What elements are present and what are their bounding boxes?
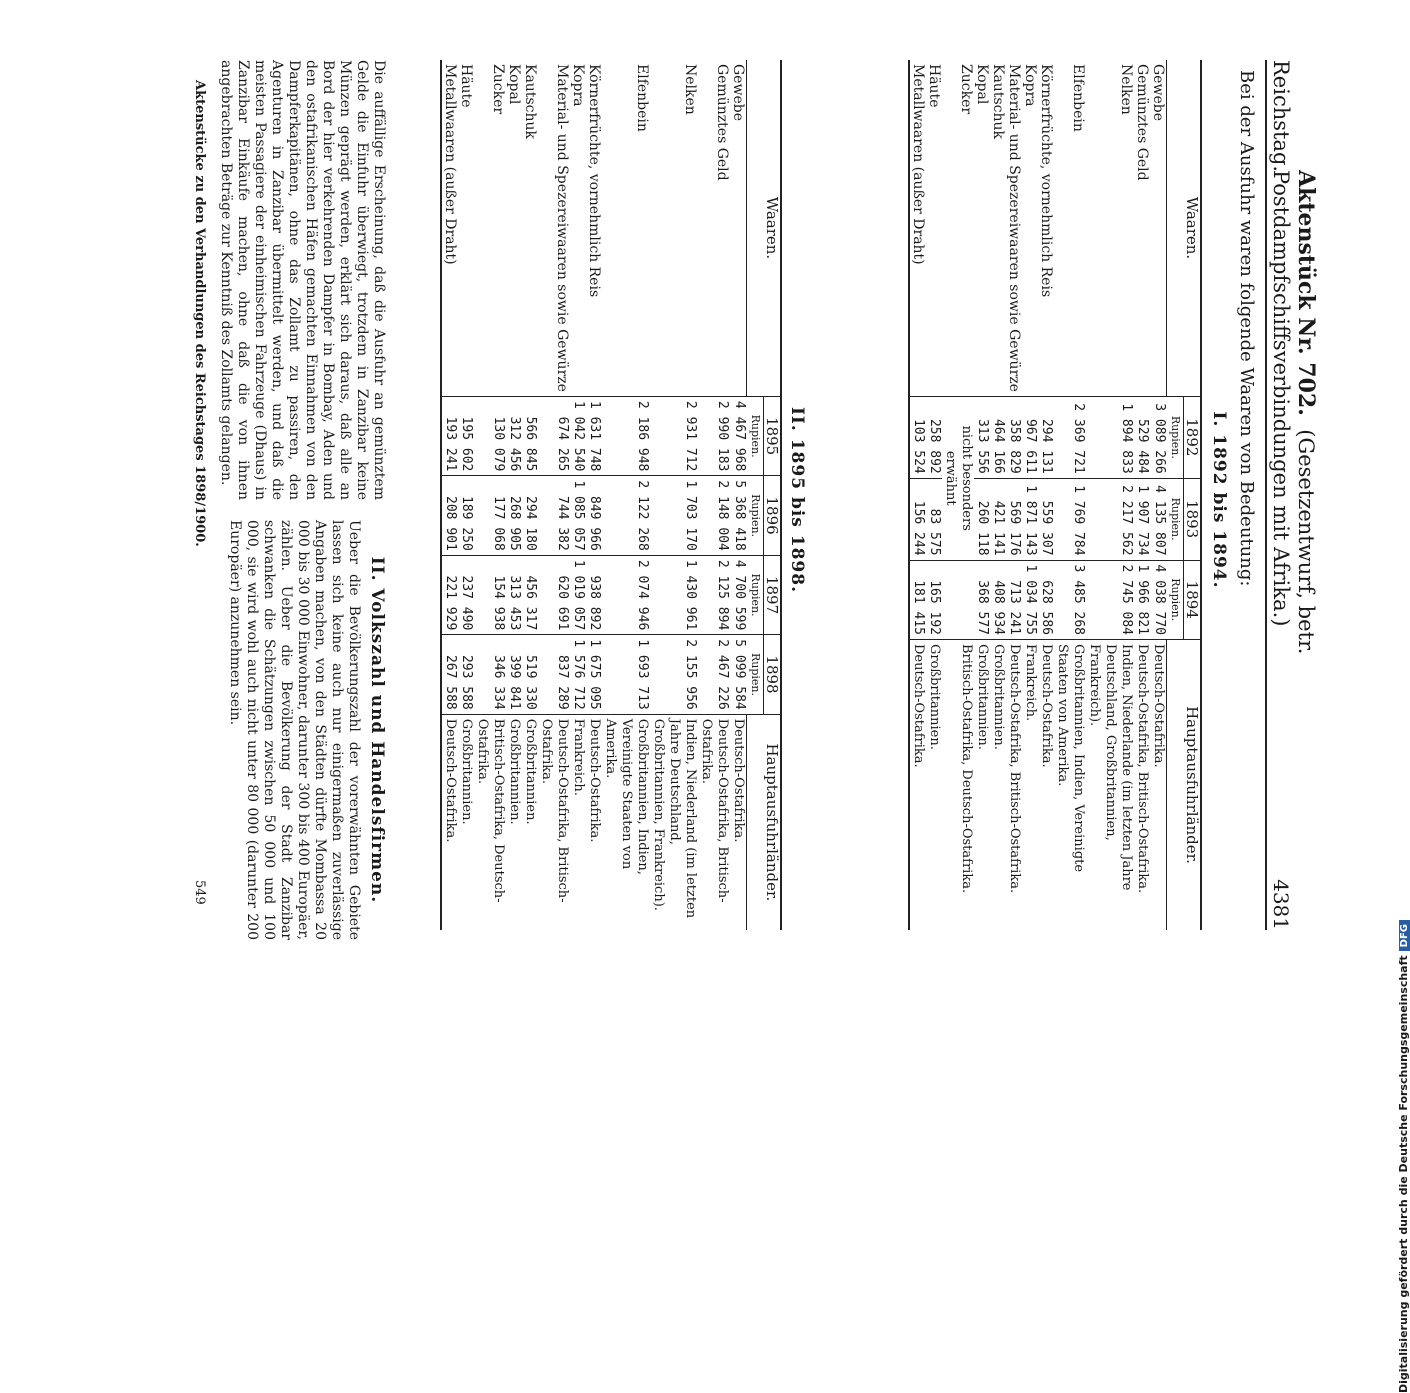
year-header: 1896 xyxy=(764,476,782,555)
value-cell: 1 703 170 xyxy=(651,476,699,555)
table-row xyxy=(975,60,991,930)
goods-cell: Häute xyxy=(926,64,943,108)
country-cell: Großbritannien. xyxy=(459,714,475,930)
value-cell: 4 700 599 xyxy=(731,555,748,634)
table-row xyxy=(1023,60,1039,930)
value-cell: 154 938 xyxy=(475,555,507,634)
goods-cell: Häute xyxy=(458,64,475,108)
value-cell: 268 905 xyxy=(507,476,523,555)
value-cell: 1 430 961 xyxy=(651,555,699,634)
header-title-prefix: Aktenstück Nr. 702. xyxy=(1293,170,1319,416)
table2-grid xyxy=(441,60,783,930)
goods-cell: Elfenbein xyxy=(634,64,651,132)
value-cell: 313 556 xyxy=(975,396,991,478)
value-cell: 519 330 xyxy=(523,635,539,714)
col-goods-header: Waaren. xyxy=(1167,60,1201,396)
unit-header: Rupien. xyxy=(747,635,764,714)
table-row xyxy=(459,60,475,930)
value-cell: 312 456 xyxy=(507,396,523,475)
value-cell: 674 265 xyxy=(539,396,571,475)
value-cell: 1 693 713 xyxy=(603,635,651,714)
country-cell: Deutsch-Ostafrika. xyxy=(1039,640,1055,931)
value-cell: 156 244 xyxy=(910,478,927,560)
table-row xyxy=(1151,60,1168,930)
country-cell: Großbritannien. xyxy=(523,714,539,930)
value-cell: 566 845 xyxy=(523,396,539,475)
value-cell: 294 180 xyxy=(523,476,539,555)
value-cell: 267 588 xyxy=(442,635,459,714)
document-page xyxy=(77,0,1397,1000)
table-row xyxy=(603,60,651,930)
value-cell: 313 453 xyxy=(507,555,523,634)
country-cell: Großbritannien. xyxy=(991,640,1007,931)
value-cell: 1 631 748 xyxy=(587,396,603,475)
goods-cell: Zucker xyxy=(958,64,975,115)
value-cell: 2 074 946 xyxy=(603,555,651,634)
value-cell: 2 931 712 xyxy=(651,396,699,475)
country-cell: Frankreich. xyxy=(571,714,587,930)
value-cell: 293 588 xyxy=(459,635,475,714)
country-cell: Deutsch-Ostafrika, Britisch-Ostafrika. xyxy=(539,714,571,930)
value-cell: 368 577 xyxy=(975,560,991,639)
value-cell: 346 334 xyxy=(475,635,507,714)
table-row xyxy=(571,60,587,930)
table-row xyxy=(523,60,539,930)
value-cell: 408 934 xyxy=(991,560,1007,639)
goods-cell: Kautschuk xyxy=(990,64,1007,139)
table-row xyxy=(539,60,571,930)
value-cell: 464 166 xyxy=(991,396,1007,478)
goods-cell: Kopra xyxy=(1022,64,1039,107)
country-cell: Großbritannien, Indien, Vereinigte Staaten von Amerika. xyxy=(603,714,651,930)
country-cell: Deutsch-Ostafrika. xyxy=(731,714,748,930)
col-countries-header: Hauptausfuhrländer. xyxy=(1167,640,1201,931)
value-cell: 294 131 xyxy=(1039,396,1055,478)
table-row xyxy=(1007,60,1023,930)
value-cell: 193 241 xyxy=(442,396,459,475)
value-cell: 2 467 226 xyxy=(699,635,731,714)
table-row xyxy=(910,60,927,930)
table1-grid xyxy=(909,60,1203,930)
goods-cell: Körnerfrüchte, vornehmlich Reis xyxy=(1038,64,1055,298)
table-row xyxy=(731,60,748,930)
country-cell: Britisch-Ostafrika, Deutsch-Ostafrika. xyxy=(943,640,975,931)
footer-left: Aktenstücke zu den Verhandlungen des Reichstages 1898/1900. xyxy=(192,80,207,547)
table-row xyxy=(943,60,975,930)
unit-header: Rupien. xyxy=(1167,478,1184,560)
value-cell: 2 125 894 xyxy=(699,555,731,634)
col-countries-header: Hauptausfuhrländer. xyxy=(747,714,781,930)
table-row xyxy=(475,60,507,930)
table-row xyxy=(442,60,459,930)
value-cell: 967 611 xyxy=(1023,396,1039,478)
country-cell: Indien, Niederlande (im letzten Jahre Deutschland, Großbritannien, Frankreich). xyxy=(1087,640,1135,931)
value-cell: 399 841 xyxy=(507,635,523,714)
value-cell: 103 524 xyxy=(910,396,927,478)
value-cell: 1 769 784 xyxy=(1055,478,1087,560)
value-cell: 744 382 xyxy=(539,476,571,555)
country-cell: Deutsch-Ostafrika. xyxy=(587,714,603,930)
goods-cell: Körnerfrüchte, vornehmlich Reis xyxy=(586,64,603,298)
table-row xyxy=(507,60,523,930)
value-cell: 628 586 xyxy=(1039,560,1055,639)
goods-cell: Kopal xyxy=(974,64,991,105)
header-left: Reichstag. xyxy=(1269,60,1293,173)
intro-text: Bei der Ausfuhr waren folgende Waaren von Bedeutung: xyxy=(1236,70,1257,587)
goods-cell: Material- und Spezereiwaaren sowie Gewürze xyxy=(1006,64,1023,392)
side-note xyxy=(1357,40,1410,1393)
table-row xyxy=(587,60,603,930)
value-cell: 529 484 xyxy=(1135,396,1151,478)
table-row xyxy=(927,60,943,930)
value-cell: 1 675 095 xyxy=(587,635,603,714)
value-cell: 4 467 968 xyxy=(731,396,748,475)
section-title-1: I. 1892 bis 1894. xyxy=(1209,411,1229,589)
value-cell: 559 307 xyxy=(1039,478,1055,560)
value-cell: 2 155 956 xyxy=(651,635,699,714)
table-row xyxy=(1135,60,1151,930)
country-cell: Großbritannien. xyxy=(507,714,523,930)
value-cell: 620 691 xyxy=(539,555,571,634)
value-cell: 569 176 xyxy=(1007,478,1023,560)
unit-header: Rupien. xyxy=(747,396,764,475)
value-cell: 237 490 xyxy=(459,555,475,634)
goods-cell: Material- und Spezereiwaaren sowie Gewürze xyxy=(554,64,571,392)
table-row xyxy=(699,60,731,930)
value-cell: 1 019 057 xyxy=(571,555,587,634)
value-cell: 189 250 xyxy=(459,476,475,555)
country-cell: Deutsch-Ostafrika, Britisch-Ostafrika. xyxy=(1007,640,1023,931)
goods-cell: Kopal xyxy=(506,64,523,105)
page-number-bottom: 549 xyxy=(192,880,207,905)
country-cell: Frankreich. xyxy=(1023,640,1039,931)
paragraph-right: Ueber die Bevölkerungszahl der vorerwähnten Gebiete lassen sich keine auch nur einigermaßen zuverlässige Angaben machen, von den Städten dürfte Mombassa 20 000 bis 30 000 Einwohner, darunter 300 bis 400 Europäer, zählen. Ueber die Bevölkerung der Stadt Zanzibar schwanken die Schätzungen zwischen 50 000 und 100 000, sie wird wohl auch nicht unter 80 000 (darunter 200 Europäer) anzunehmen sein. xyxy=(227,520,362,940)
country-cell: Deutsch-Ostafrika, Britisch-Ostafrika. xyxy=(1135,640,1151,931)
value-cell: 456 317 xyxy=(523,555,539,634)
value-cell: 837 289 xyxy=(539,635,571,714)
value-cell: 358 829 xyxy=(1007,396,1023,478)
unit-header: Rupien. xyxy=(747,555,764,634)
value-cell: 181 415 xyxy=(910,560,927,639)
unit-header: Rupien. xyxy=(1167,560,1184,639)
country-cell: Großbritannien. xyxy=(975,640,991,931)
table-row xyxy=(651,60,699,930)
value-cell: 1 871 143 xyxy=(1023,478,1039,560)
country-cell: Großbritannien, Indien, Vereinigte Staaten von Amerika. xyxy=(1055,640,1087,931)
goods-cell: Gemünztes Geld xyxy=(1134,64,1151,181)
goods-cell: Nelken xyxy=(682,64,699,115)
year-header: 1898 xyxy=(764,635,782,714)
value-cell: 1 034 755 xyxy=(1023,560,1039,639)
value-cell: 130 079 xyxy=(475,396,507,475)
goods-cell: Gewebe xyxy=(1150,64,1167,121)
country-cell: Britisch-Ostafrika, Deutsch-Ostafrika. xyxy=(475,714,507,930)
value-cell: 2 217 562 xyxy=(1087,478,1135,560)
value-cell: 2 745 084 xyxy=(1087,560,1135,639)
value-cell: 165 192 xyxy=(927,560,943,639)
value-cell: 195 602 xyxy=(459,396,475,475)
unit-header: Rupien. xyxy=(1167,396,1184,478)
table-row xyxy=(1039,60,1055,930)
value-cell: 177 068 xyxy=(475,476,507,555)
goods-cell: Elfenbein xyxy=(1070,64,1087,132)
value-cell: nicht besonders erwähnt xyxy=(943,396,975,560)
year-header: 1894 xyxy=(1184,560,1202,639)
value-cell: 421 141 xyxy=(991,478,1007,560)
goods-cell: Kautschuk xyxy=(522,64,539,139)
value-cell: 2 122 268 xyxy=(603,476,651,555)
value-cell: 5 099 584 xyxy=(731,635,748,714)
value-cell: 1 576 712 xyxy=(571,635,587,714)
value-cell: 2 990 183 xyxy=(699,396,731,475)
col-goods-header: Waaren. xyxy=(747,60,781,396)
value-cell: 4 038 770 xyxy=(1151,560,1168,639)
value-cell xyxy=(943,560,975,639)
goods-cell: Metallwaaren (außer Draht) xyxy=(910,64,927,265)
side-note-text xyxy=(1397,920,1410,1393)
country-cell: Indien, Niederland (im letzten Jahre Deutschland, Großbritannien, Frankreich). xyxy=(651,714,699,930)
running-header xyxy=(1269,60,1319,930)
value-cell: 5 368 418 xyxy=(731,476,748,555)
year-header: 1895 xyxy=(764,396,782,475)
paragraph-left: Die auffällige Erscheinung, daß die Ausfuhr an gemünztem Gelde die Einfuhr überwiegt, trotzdem in Zanzibar keine Münzen geprägt werden, erklärt sich daraus, daß alle an Bord der hier verkehrenden Dampfer in Bombay, Aden und den ostafrikanischen Häfen gemachten Einnahmen von den Dampferkapitänen, ohne das Zollamt zu passiren, den Agenturen in Zanzibar übermittelt werden, und daß die meisten Passagiere der einheimischen Fahrzeuge (Dhaus) in Zanzibar Einkäufe machen, ohne daß die von ihnen angebrachten Beträge zur Kenntniß des Zollamts gelangen. xyxy=(218,60,387,500)
goods-cell: Gewebe xyxy=(730,64,747,121)
value-cell: 208 901 xyxy=(442,476,459,555)
country-cell: Deutsch-Ostafrika. xyxy=(910,640,927,931)
side-note-label: Digitalisierung gefördert durch die Deutsche Forschungsgemeinschaft xyxy=(1397,955,1410,1393)
value-cell: 713 241 xyxy=(1007,560,1023,639)
value-cell: 1 966 821 xyxy=(1135,560,1151,639)
value-cell: 258 892 xyxy=(927,396,943,478)
goods-cell: Gemünztes Geld xyxy=(714,64,731,181)
goods-cell: Zucker xyxy=(490,64,507,115)
value-cell: 1 085 057 xyxy=(571,476,587,555)
goods-cell: Nelken xyxy=(1118,64,1135,115)
country-cell: Großbritannien. xyxy=(927,640,943,931)
year-header: 1897 xyxy=(764,555,782,634)
header-title xyxy=(1269,170,1319,850)
value-cell: 4 135 807 xyxy=(1151,478,1168,560)
value-cell: 83 575 xyxy=(927,478,943,560)
country-cell: Deutsch-Ostafrika, Britisch-Ostafrika. xyxy=(699,714,731,930)
value-cell: 1 894 833 xyxy=(1087,396,1135,478)
goods-cell: Metallwaaren (außer Draht) xyxy=(442,64,459,265)
country-cell: Deutsch-Ostafrika. xyxy=(442,714,459,930)
header-title-rest: (Gesetzentwurf, betr. Postdampfschiffsverbindungen mit Afrika.) xyxy=(1269,170,1318,655)
section-title-2: II. 1895 bis 1898. xyxy=(787,406,807,594)
table-row xyxy=(1055,60,1087,930)
value-cell: 2 148 004 xyxy=(699,476,731,555)
year-header: 1892 xyxy=(1184,396,1202,478)
year-header: 1893 xyxy=(1184,478,1202,560)
country-cell: Deutsch-Ostafrika. xyxy=(1151,640,1168,931)
value-cell: 1 042 540 xyxy=(571,396,587,475)
value-cell: 2 186 948 xyxy=(603,396,651,475)
value-cell: 221 929 xyxy=(442,555,459,634)
section-title-3: II. Volkszahl und Handelsfirmen. xyxy=(367,556,387,904)
table-row xyxy=(1087,60,1135,930)
dfg-logo: DFG xyxy=(1399,920,1410,951)
table-row xyxy=(991,60,1007,930)
value-cell: 260 118 xyxy=(975,478,991,560)
unit-header: Rupien. xyxy=(747,476,764,555)
goods-cell: Kopra xyxy=(570,64,587,107)
value-cell: 2 369 721 xyxy=(1055,396,1087,478)
value-cell: 3 089 266 xyxy=(1151,396,1168,478)
header-page-number: 4381 xyxy=(1269,879,1293,930)
value-cell: 849 966 xyxy=(587,476,603,555)
value-cell: 3 485 268 xyxy=(1055,560,1087,639)
value-cell: 938 892 xyxy=(587,555,603,634)
header-rule xyxy=(1265,60,1267,930)
value-cell: 1 907 734 xyxy=(1135,478,1151,560)
